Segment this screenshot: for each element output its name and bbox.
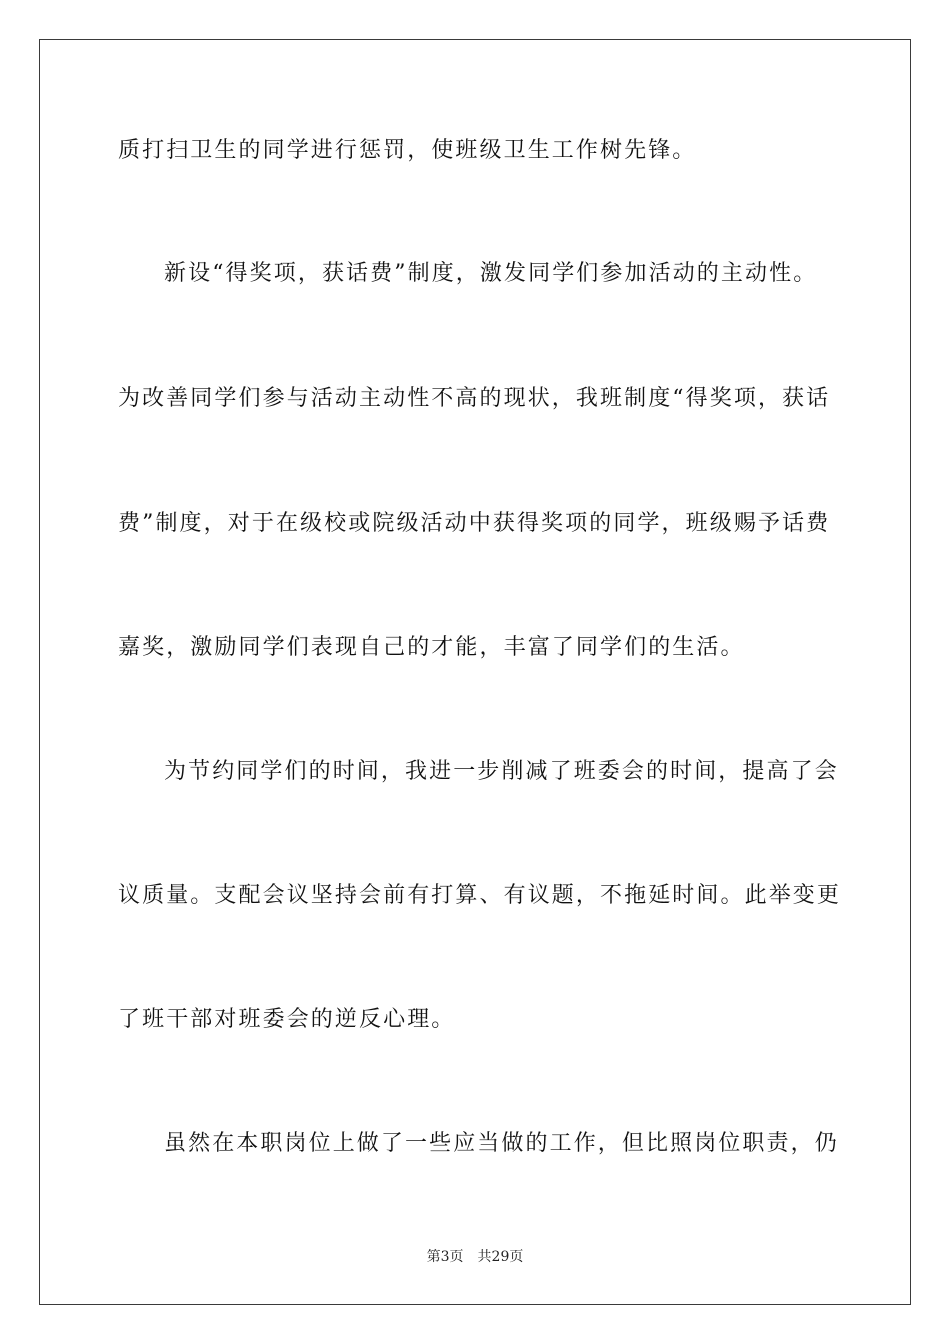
page-footer bbox=[0, 1247, 950, 1267]
page-total: 共29页 bbox=[477, 1249, 524, 1265]
paragraph-line-9: 虽然在本职岗位上做了一些应当做的工作，但比照岗位职责，仍 bbox=[164, 1131, 839, 1156]
paragraph-line-5: 嘉奖，激励同学们表现自己的才能，丰富了同学们的生活。 bbox=[118, 635, 745, 660]
page-number: 第3页 bbox=[426, 1249, 464, 1265]
paragraph-line-2: 新设“得奖项，获话费”制度，激发同学们参加活动的主动性。 bbox=[164, 261, 818, 286]
paragraph-line-7: 议质量。支配会议坚持会前有打算、有议题，不拖延时间。此举变更 bbox=[118, 883, 842, 908]
page-frame bbox=[39, 39, 911, 1305]
paragraph-line-1: 质打扫卫生的同学进行惩罚，使班级卫生工作树先锋。 bbox=[118, 138, 697, 163]
paragraph-line-4: 费”制度，对于在级校或院级活动中获得奖项的同学，班级赐予话费 bbox=[118, 511, 831, 536]
paragraph-line-8: 了班干部对班委会的逆反心理。 bbox=[118, 1007, 456, 1032]
paragraph-line-6: 为节约同学们的时间，我进一步削减了班委会的时间，提高了会 bbox=[164, 759, 839, 784]
paragraph-line-3: 为改善同学们参与活动主动性不高的现状，我班制度“得奖项，获话 bbox=[118, 386, 831, 411]
